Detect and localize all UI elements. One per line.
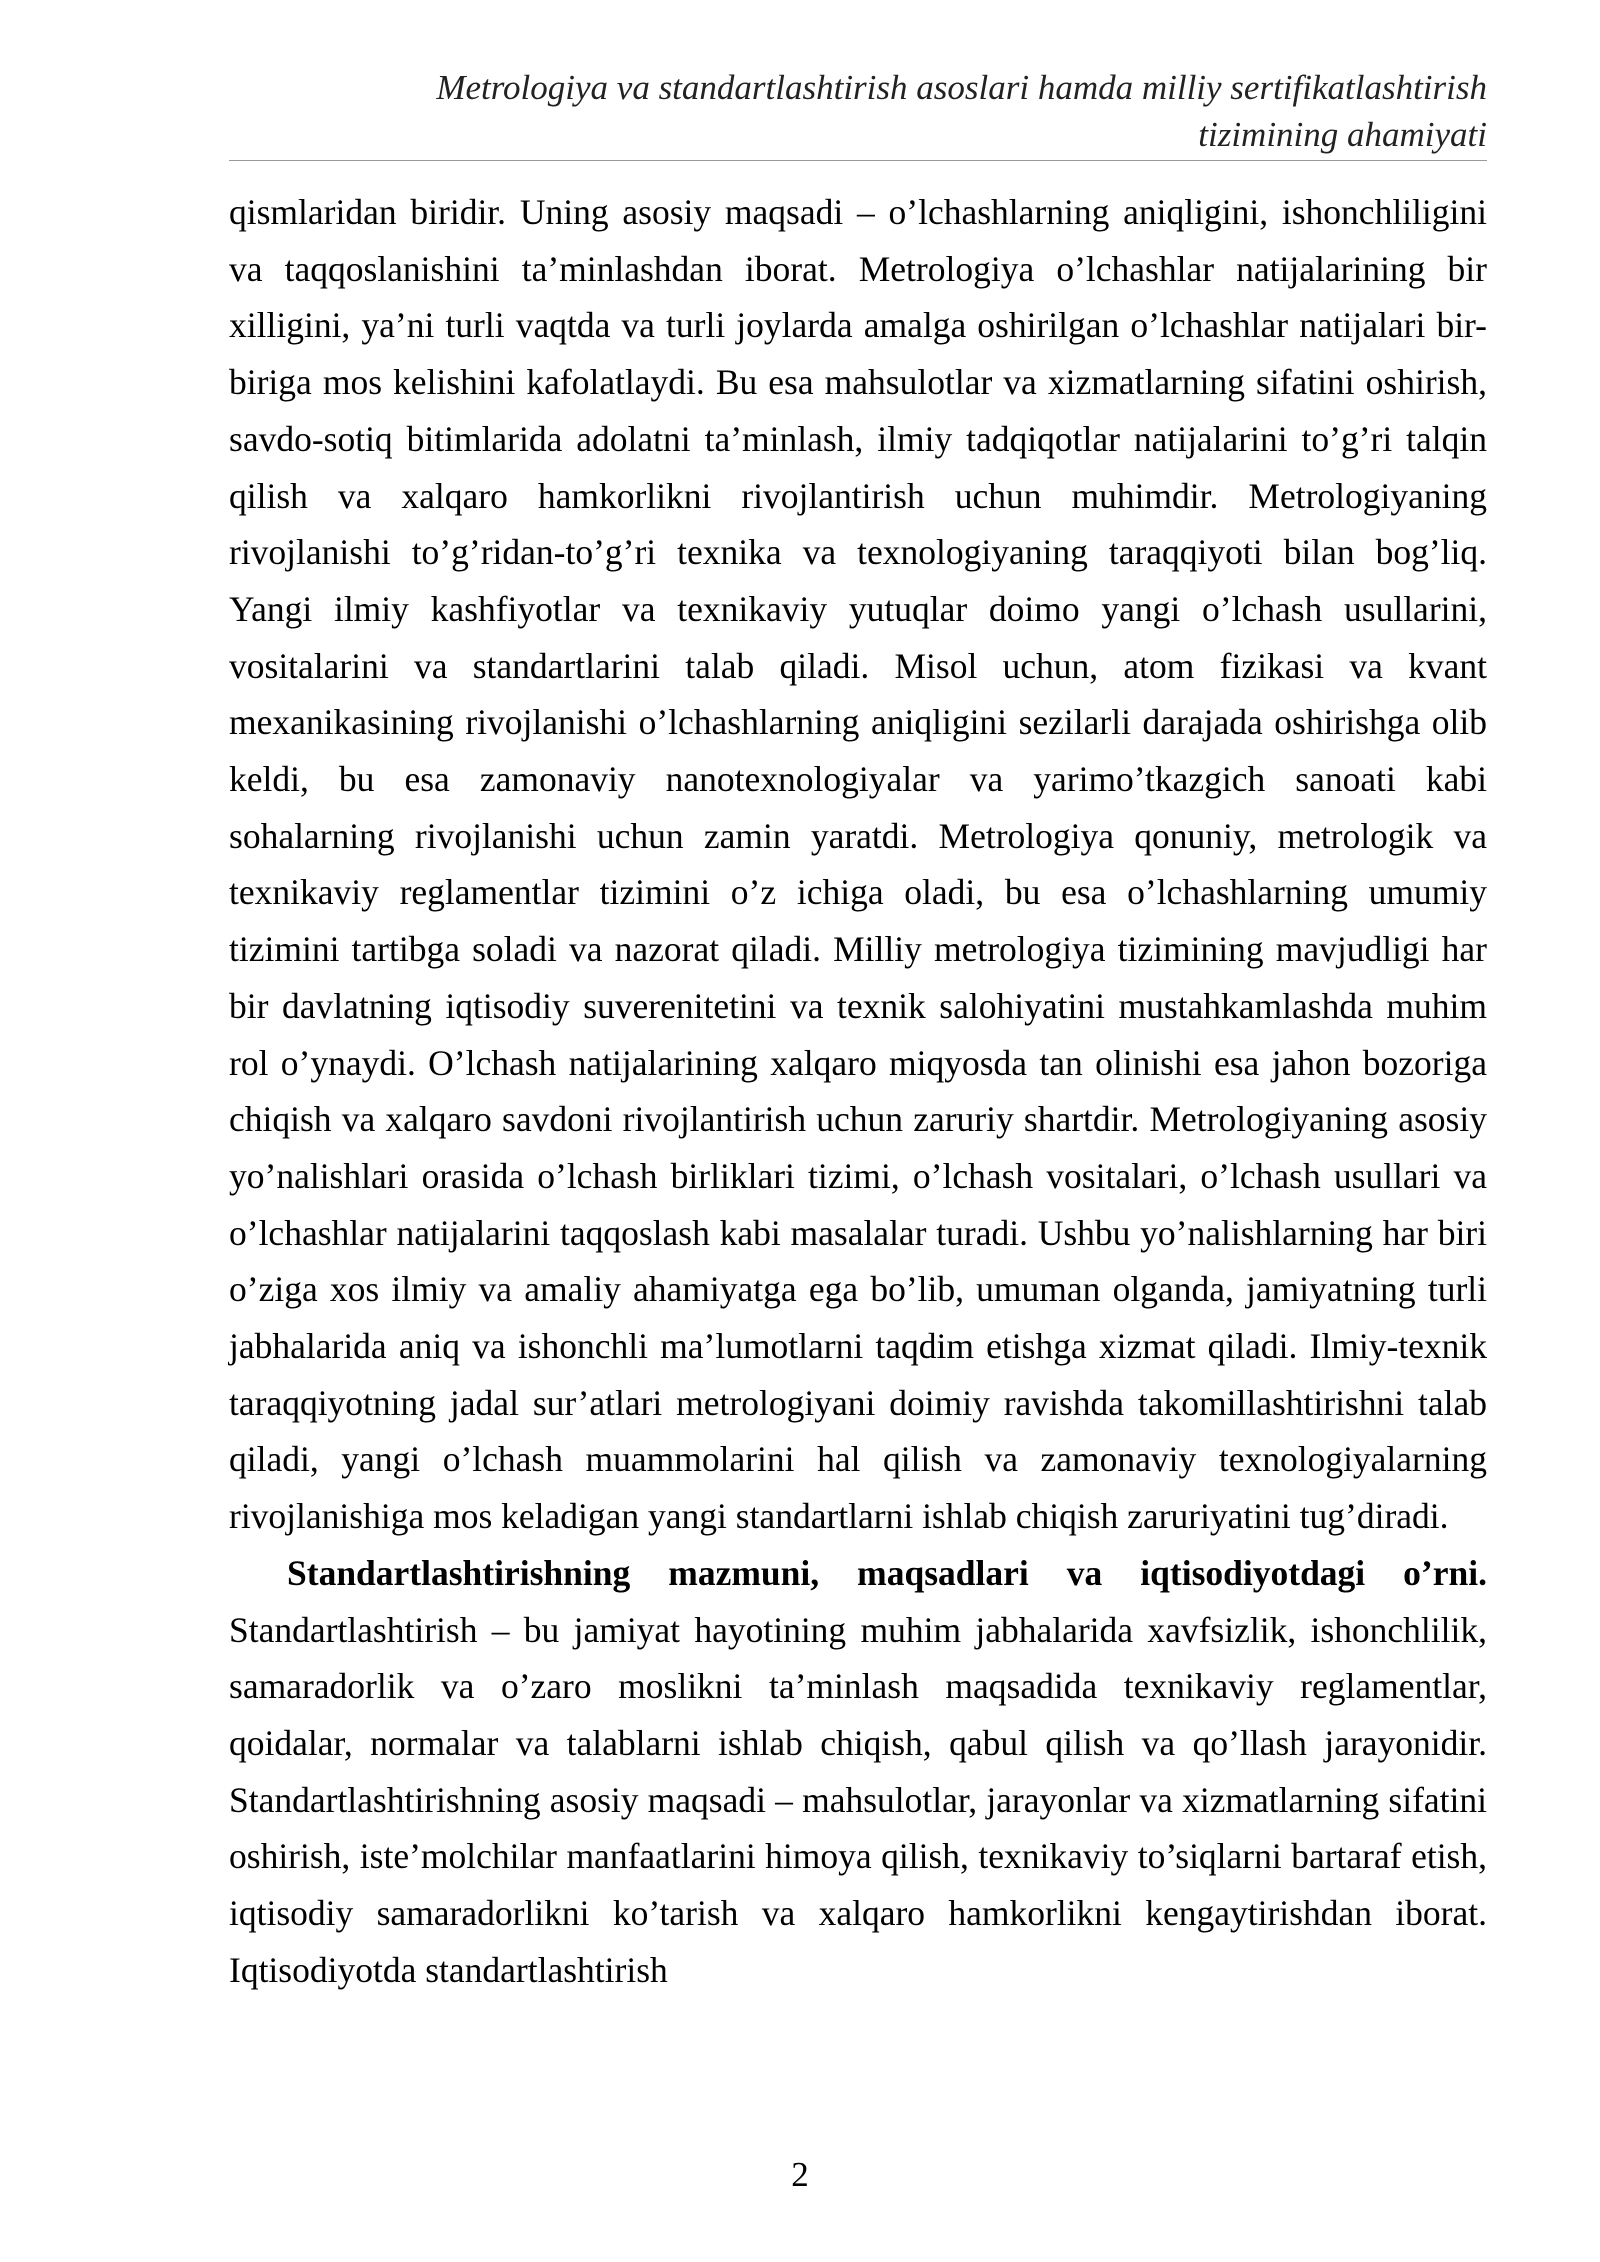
running-header-line-2: tizimining ahamiyati: [1198, 115, 1487, 154]
running-header: [229, 64, 1487, 158]
body-paragraph: [229, 1545, 1487, 1999]
body-paragraph: [229, 184, 1487, 1545]
paragraph-text: Standartlashtirish – bu jamiyat hayotining muhim jabhalarida xavfsizlik, ishonchlilik, samaradorlik va o’zaro moslikni ta’minlash maqsadida texnikaviy reglamentlar, qoidalar, normalar va talablarni ishlab chiqish, qabul qilish va qo’llash jarayonidir. Standartlashtirishning asosiy maqsadi – mahsulotlar, jarayonlar va xizmatlarning sifatini oshirish, iste’molchilar manfaatlarini himoya qilish, texnikaviy to’siqlarni bartaraf etish, iqtisodiy samaradorlikni ko’tarish va xalqaro hamkorlikni kengaytirishdan iborat. Iqtisodiyotda standartlashtirish: [229, 1609, 1487, 1990]
body-text: [229, 184, 1487, 1999]
page-number: 2: [791, 2155, 809, 2194]
header-divider: [229, 160, 1487, 161]
section-heading: Standartlashtirishning mazmuni, maqsadlari va iqtisodiyotdagi o’rni.: [287, 1552, 1487, 1593]
running-header-line-1: Metrologiya va standartlashtirish asoslari hamda milliy sertifikatlashtirish: [436, 68, 1487, 107]
paragraph-text: qismlaridan biridir. Uning asosiy maqsadi – o’lchashlarning aniqligini, ishonchliligini va taqqoslanishini ta’minlashdan iborat. Metrologiya o’lchashlar natijalarining bir xilligini, ya’ni turli vaqtda va turli joylarda amalga oshirilgan o’lchashlar natijalari bir-biriga mos kelishini kafolatlaydi. Bu esa mahsulotlar va xizmatlarning sifatini oshirish, savdo-sotiq bitimlarida adolatni ta’minlash, ilmiy tadqiqotlar natijalarini to’g’ri talqin qilish va xalqaro hamkorlikni rivojlantirish uchun muhimdir. Metrologiyaning rivojlanishi to’g’ridan-to’g’ri texnika va texnologiyaning taraqqiyoti bilan bog’liq. Yangi ilmiy kashfiyotlar va texnikaviy yutuqlar doimo yangi o’lchash usullarini, vositalarini va standartlarini talab qiladi. Misol uchun, atom fizikasi va kvant mexanikasining rivojlanishi o’lchashlarning aniqligini sezilarli darajada oshirishga olib keldi, bu esa zamonaviy nanotexnologiyalar va yarimo’tkazgich sanoati kabi sohalarning rivojlanishi uchun zamin yaratdi. Metrologiya qonuniy, metrologik va texnikaviy reglamentlar tizimini o’z ichiga oladi, bu esa o’lchashlarning umumiy tizimini tartibga soladi va nazorat qiladi. Milliy metrologiya tizimining mavjudligi har bir davlatning iqtisodiy suverenitetini va texnik salohiyatini mustahkamlashda muhim rol o’ynaydi. O’lchash natijalarining xalqaro miqyosda tan olinishi esa jahon bozoriga chiqish va xalqaro savdoni rivojlantirish uchun zaruriy shartdir. Metrologiyaning asosiy yo’nalishlari orasida o’lchash birliklari tizimi, o’lchash vositalari, o’lchash usullari va o’lchashlar natijalarini taqqoslash kabi masalalar turadi. Ushbu yo’nalishlarning har biri o’ziga xos ilmiy va amaliy ahamiyatga ega bo’lib, umuman olganda, jamiyatning turli jabhalarida aniq va ishonchli ma’lumotlarni taqdim etishga xizmat qiladi. Ilmiy-texnik taraqqiyotning jadal sur’atlari metrologiyani doimiy ravishda takomillashtirishni talab qiladi, yangi o’lchash muammolarini hal qilish va zamonaviy texnologiyalarning rivojlanishiga mos keladigan yangi standartlarni ishlab chiqish zaruriyatini tug’diradi.: [229, 192, 1487, 1537]
